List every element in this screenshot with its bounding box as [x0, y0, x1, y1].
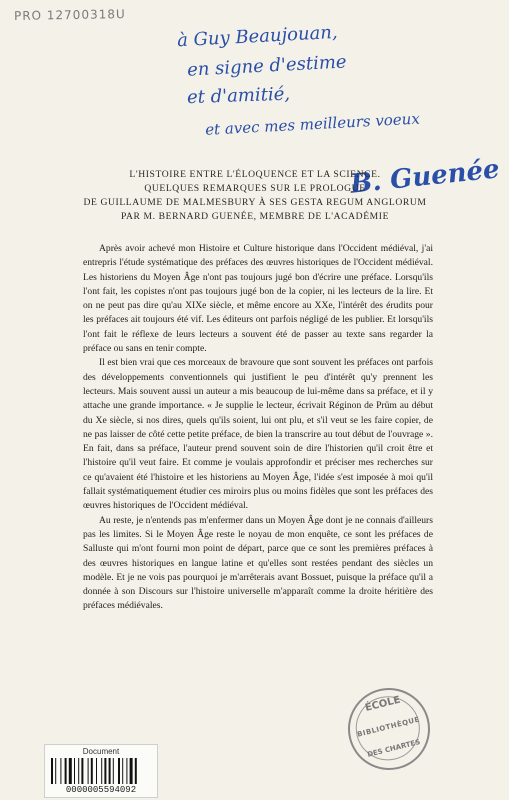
dedication-line: à Guy Beaujouan, [176, 21, 339, 52]
barcode-title: Document [82, 747, 120, 756]
barcode-bar [81, 758, 83, 784]
barcode-bar [60, 758, 61, 784]
body-paragraph: Après avoir achevé mon Histoire et Culture historique dans l'Occident médiéval, j'ai entrepris l'étude systématique des préfaces des œuvres historiques de l'Occident médiéval. Les historiens du Moyen Âge n'ont pas toujours jugé bon d'écrire une préface. Lorsqu'ils l'ont fait, les copistes n'ont pas toujours jugé bon de la copier, ni les lecteurs de la lire. Et on ne peut pas dire qu'au XIXe siècle, et même encore au XXe, l'intérêt des érudits pour les préfaces ait toujours été vif. Les éditeurs ont parfois négligé de les publier. Et lorsqu'ils l'ont fait le réflexe de leurs lecteurs a souvent été de passer au texte sans regarder la préface ou sans en tenir compte. [83, 243, 433, 355]
shelfmark-annotation: PRO 12700318U [13, 7, 126, 23]
barcode-bar [69, 758, 72, 784]
barcode-bar [126, 758, 127, 784]
barcode-bar [88, 758, 89, 784]
barcode-label [44, 744, 158, 798]
barcode-bar [51, 758, 53, 784]
body-text [83, 242, 433, 614]
title-line: PAR M. BERNARD GUENÉE, MEMBRE DE L'ACADÉMIE [120, 211, 390, 222]
barcode-bar [74, 758, 75, 784]
barcode-bar [78, 758, 79, 784]
barcode-icon [51, 758, 151, 784]
barcode-bar [96, 758, 97, 784]
title-line: L'HISTOIRE ENTRE L'ÉLOQUENCE ET LA SCIENCE. [129, 169, 381, 180]
stamp-text-middle: BIBLIOTHÈQUE [356, 715, 421, 739]
barcode-bar [101, 758, 102, 784]
barcode-bar [109, 758, 111, 784]
stamp-text-bottom: DES CHARTES [366, 737, 422, 759]
dedication-line: et d'amitié, [186, 83, 291, 109]
dedication-line: et avec mes meilleurs voeux [204, 109, 421, 139]
body-paragraph: Il est bien vrai que ces morceaux de bravoure que sont souvent les préfaces ont parfois des développements conventionnels qui justifient le peu d'intérêt qu'y prennent les lecteurs. Mais souvent aussi un auteur a mis beaucoup de lui-même dans sa préface, et il y attache une grande importance. « Je supplie le lecteur, écrivait Réginon de Prüm au début du Xe siècle, si nos dires, quels qu'ils soient, lui ont plu, et s'il veut se les faire copier, de ne pas laisser de côté cette petite préface, de bien la transcrire au tout début de l'ouvrage ». En fait, dans sa préface, l'auteur prend souvent soin de dire l'historien qu'il croit être et l'histoire qu'il veut faire. Et comme je voulais approfondir et préciser mes recherches sur ce qu'avaient été l'histoire et les historiens au Moyen Âge, l'idée s'est imposée à moi qu'il fallait systématiquement étudier ces miroirs plus ou moins fidèles que sont les préfaces des œuvres historiques de l'Occident médiéval. [83, 357, 433, 512]
barcode-bar [135, 758, 137, 784]
stamp-text-top: ÉCOLE [364, 694, 402, 714]
barcode-bar [113, 758, 114, 784]
dedication-line: en signe d'estime [186, 51, 348, 81]
body-paragraph: Au reste, je n'entends pas m'enfermer dans un Moyen Âge dont je ne connais d'ailleurs pas les limites. Si le Moyen Âge reste le noyau de mon enquête, ce sont les préfaces de Salluste qui m'ont fourni mon point de départ, parce que ce sont les premières préfaces à des œuvres historiques en langue latine et qu'elles sont restées pendant des siècles un modèle. Et je ne vois pas pourquoi je m'arrêterais avant Bossuet, puisque la préface qu'il a donnée à son Discours sur l'histoire universelle m'apparaît comme la droite héritière des préfaces médiévales. [83, 514, 433, 612]
barcode-bar [65, 758, 67, 784]
library-stamp [339, 679, 438, 778]
title-line: DE GUILLAUME DE MALMESBURY À SES GESTA REGUM ANGLORUM [83, 197, 427, 208]
barcode-bar [55, 758, 56, 784]
title-line: QUELQUES REMARQUES SUR LE PROLOGUE [144, 183, 366, 194]
barcode-bar [130, 758, 133, 784]
article-title [60, 168, 450, 224]
handwritten-dedication [165, 18, 505, 138]
barcode-bar [118, 758, 120, 784]
barcode-bar [104, 758, 106, 784]
barcode-bar [122, 758, 123, 784]
barcode-number: 0000005594092 [65, 785, 137, 795]
barcode-bar [91, 758, 93, 784]
handwritten-signature: B. Guenée [348, 154, 501, 200]
